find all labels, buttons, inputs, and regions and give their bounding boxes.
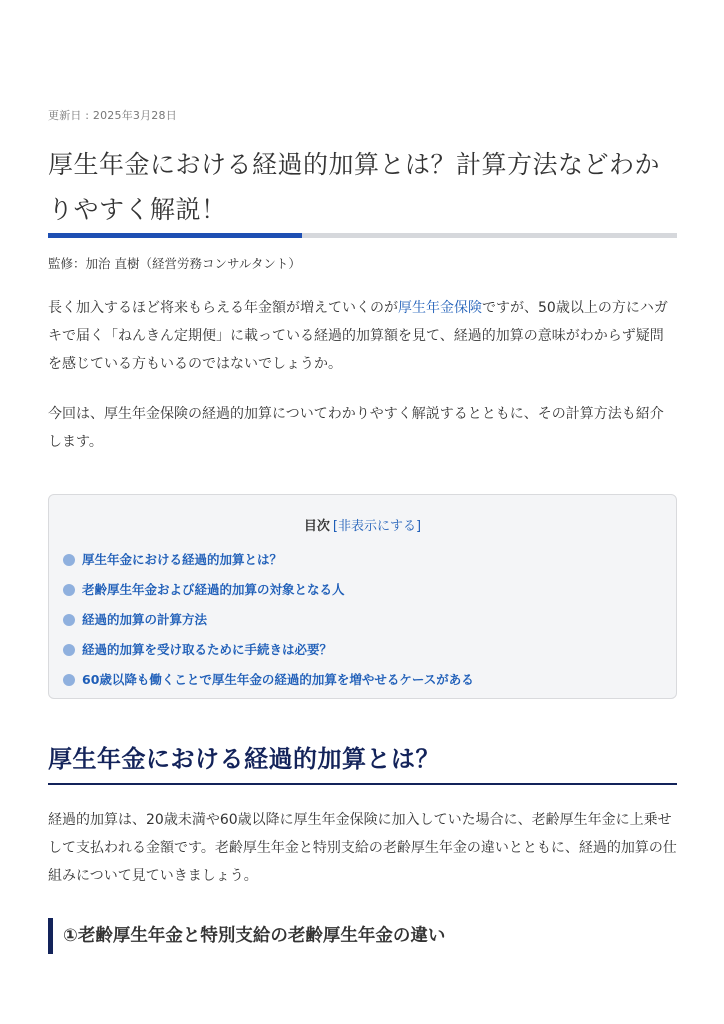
bullet-dot-icon <box>63 614 75 626</box>
toc-toggle-link[interactable]: [非表示にする] <box>332 519 422 534</box>
subsection-heading-bar <box>48 918 53 954</box>
toc-item[interactable] <box>63 605 474 635</box>
toc-item-label[interactable]: 経過的加算の計算方法 <box>82 612 208 627</box>
title-divider-accent <box>48 233 302 238</box>
supervisor-credit: 監修：加治 直樹（経営労務コンサルタント） <box>48 256 301 271</box>
toc-item-label[interactable]: 老齢厚生年金および経過的加算の対象となる人 <box>82 582 345 597</box>
section-heading-underline <box>48 783 677 785</box>
toc-item-label[interactable]: 60歳以降も働くことで厚生年金の経過的加算を増やせるケースがある <box>82 672 474 687</box>
toc-item[interactable] <box>63 665 474 695</box>
toc-title: 目次 <box>303 519 330 534</box>
subsection-heading <box>48 918 677 954</box>
toc-item[interactable] <box>63 635 474 665</box>
bullet-dot-icon <box>63 644 75 656</box>
updated-date: 更新日 : 2025年3月28日 <box>48 109 177 122</box>
toc-item-label[interactable]: 経過的加算を受け取るために手続きは必要？ <box>82 642 333 657</box>
intro-text-before: 長く加入するほど将来もらえる年金額が増えていくのが <box>48 300 398 316</box>
section-heading: 厚生年金における経過的加算とは？ <box>48 745 440 773</box>
intro-paragraph-2: 今回は、厚生年金保険の経過的加算についてわかりやすく解説するとともに、その計算方法も紹介します。 <box>48 406 664 450</box>
toc-header <box>49 515 676 534</box>
subsection-heading-text: ①老齢厚生年金と特別支給の老齢厚生年金の違い <box>63 926 446 946</box>
toc-item[interactable] <box>63 575 474 605</box>
article-title: 厚生年金における経過的加算とは？計算方法などわかりやすく解説！ <box>48 150 661 224</box>
kosei-nenkin-hoken-link[interactable]: 厚生年金保険 <box>398 300 482 316</box>
toc-item-label[interactable]: 厚生年金における経過的加算とは？ <box>82 552 283 567</box>
section-paragraph: 経過的加算は、20歳未満や60歳以降に厚生年金保険に加入していた場合に、老齢厚生年金に上乗せして支払われる金額です。老齢厚生年金と特別支給の老齢厚生年金の違いとともに、経過的加算の仕組みについて見ていきましょう。 <box>48 812 677 884</box>
title-divider <box>48 233 677 238</box>
toc-item[interactable] <box>63 545 474 575</box>
bullet-dot-icon <box>63 674 75 686</box>
table-of-contents <box>48 494 677 699</box>
intro-paragraph-1 <box>48 294 677 378</box>
toc-list <box>63 545 474 695</box>
bullet-dot-icon <box>63 554 75 566</box>
bullet-dot-icon <box>63 584 75 596</box>
intro-text-after: ですが、50歳以上の方にハガキで届く「ねんきん定期便」に載っている経過的加算額を見て、経過的加算の意味がわからず疑問を感じている方もいるのではないでしょうか。 <box>48 300 668 372</box>
